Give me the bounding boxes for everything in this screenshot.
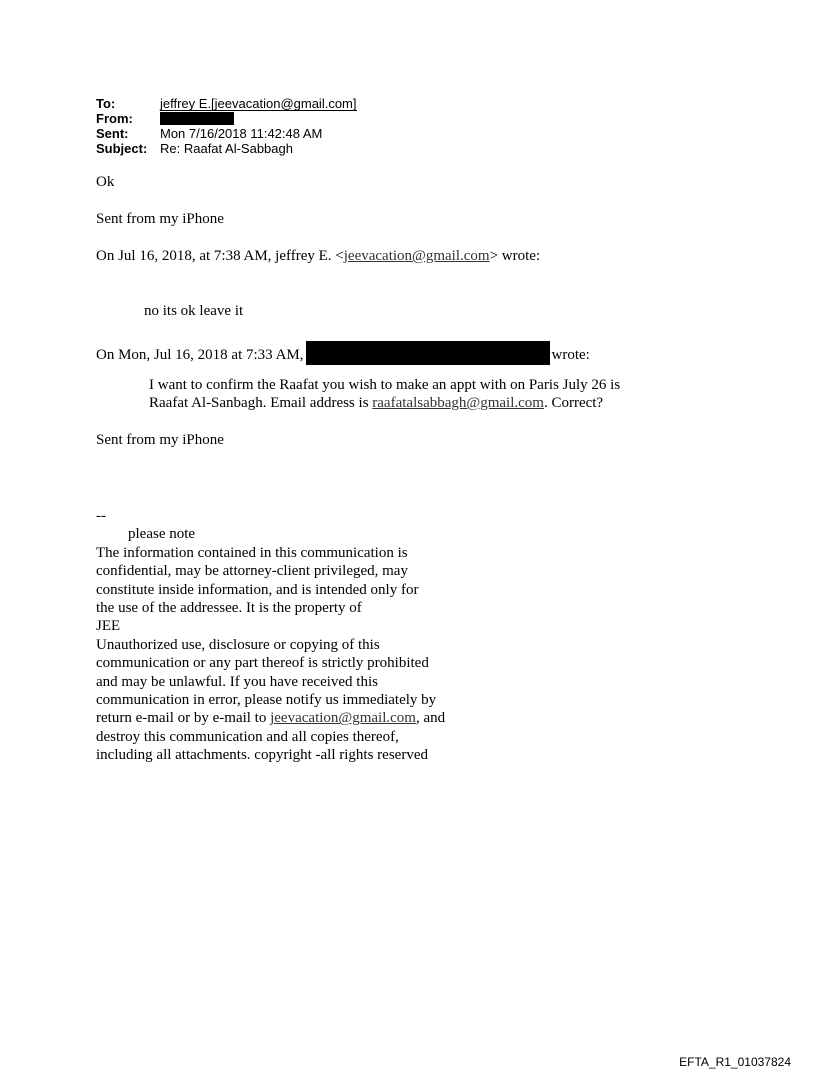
disclaimer [96,507,516,765]
quote-2-prefix: On Mon, Jul 16, 2018 at 7:33 AM, [96,347,304,363]
sent-label: Sent: [96,126,129,141]
to-label: To: [96,96,116,111]
from-row [96,111,357,126]
quoted-reply: no its ok leave it [144,303,244,319]
disclaimer-email-suffix: , and [415,710,446,727]
disclaimer-line: Unauthorized use, disclosure or copying of this [96,636,380,653]
redaction-box [306,341,550,365]
sent-value: Mon 7/16/2018 11:42:48 AM [160,126,323,141]
disclaimer-line: The information contained in this communication is [96,544,408,561]
disclaimer-line: constitute inside information, and is intended only for [96,581,419,598]
disclaimer-line: the use of the addressee. It is the property of [96,600,362,617]
disclaimer-email-prefix: return e-mail or by e-mail to [96,710,271,727]
disclaimer-line: and may be unlawful. If you have received this [96,673,378,690]
quote-header-2 [96,341,590,365]
disclaimer-line: JEE [96,618,121,635]
redaction-box [160,112,234,125]
disclaimer-line [96,709,516,727]
quote-1-suffix: > wrote: [489,248,541,264]
note-heading: please note [128,526,196,543]
original-line-2-suffix: . Correct? [543,395,604,411]
disclaimer-line: communication or any part thereof is strictly prohibited [96,655,429,672]
disclaimer-line: destroy this communication and all copies thereof, [96,728,399,745]
separator: -- [96,508,106,524]
to-value [160,96,357,111]
to-address: jeffrey E.[jeevacation@gmail.com] [160,96,357,111]
reply-text: Ok [96,174,115,190]
subject-label: Subject: [96,141,148,156]
sent-row [96,126,357,141]
disclaimer-line: confidential, may be attorney-client privileged, may [96,563,408,580]
from-label: From: [96,111,133,126]
original-line-2-prefix: Raafat Al-Sanbagh. Email address is [149,395,373,411]
to-row [96,96,357,111]
email-link[interactable]: jeevacation@gmail.com [270,710,416,727]
signature-2: Sent from my iPhone [96,432,224,448]
quote-2-suffix: wrote: [551,347,590,363]
to-underline [160,110,357,111]
quote-header-1 [96,248,540,265]
signature-1: Sent from my iPhone [96,211,224,227]
subject-row [96,141,357,156]
email-link[interactable]: jeevacation@gmail.com [343,248,490,264]
email-link[interactable]: raafatalsabbagh@gmail.com [372,395,544,411]
subject-value: Re: Raafat Al-Sabbagh [160,141,293,156]
email-header [96,96,357,156]
disclaimer-line: including all attachments. copyright -all rights reserved [96,747,428,764]
quote-1-prefix: On Jul 16, 2018, at 7:38 AM, jeffrey E. < [96,248,344,264]
disclaimer-line: communication in error, please notify us immediately by [96,692,437,709]
document-id: EFTA_R1_01037824 [679,1055,791,1069]
original-line-1: I want to confirm the Raafat you wish to make an appt with on Paris July 26 is [149,377,621,393]
original-line-2 [149,395,603,412]
